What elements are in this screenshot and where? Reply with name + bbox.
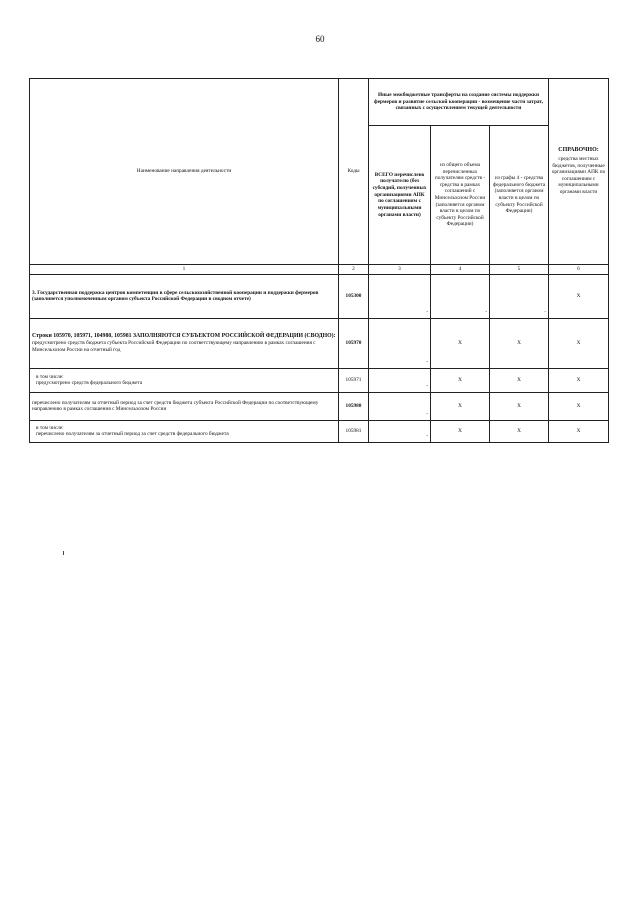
header-from-col4-label: из графы 4 - средства федерального бюджета (заполняется органом власти в целом по субъекту Российской Федерации) [492,175,546,215]
row-name: перечислено получателям за отчетный период за счет средств бюджета субъекта Российской Федерации по соответствующему направлению в рамках соглашения с Минсельхозом России [30,392,339,420]
header-from-total-label: из общего объема перечисленных получателям средств - средства в рамках соглашений с Минсельхозом России (заполняется органом власти в целом по субъекту Российской Федерации) [434,161,486,228]
value-cell[interactable] [369,318,431,368]
header-name-label: Наименование направления деятельности [136,168,232,175]
value-cell[interactable] [369,274,431,318]
dash-mark: - [426,384,428,390]
value-cell[interactable] [369,368,431,392]
row-code: 105980 [339,392,369,420]
x-mark: X [431,368,490,392]
x-mark: X [549,368,609,392]
header-from-col4-column [490,126,549,265]
header-transfers-group [369,79,549,126]
table-row [30,392,609,420]
value-cell[interactable] [369,392,431,420]
x-mark: X [549,392,609,420]
header-reference-title: СПРАВОЧНО: [558,147,599,154]
column-number: 1 [30,265,339,275]
value-cell[interactable] [369,420,431,442]
x-mark: X [490,392,549,420]
header-reference-label: средства местных бюджетов, полученные организациями АПК по соглашениям с муниципальными органами власти [551,155,606,195]
header-reference-column [549,79,609,265]
column-number: 4 [431,265,490,275]
x-mark: X [490,318,549,368]
table-row [30,274,609,318]
x-mark: X [431,420,490,442]
row-name: 3. Государственная поддержка центров компетенции в сфере сельскохозяйственной кооперации и поддержки фермеров (заполняется уполномоченным органом субъекта Российской Федерации в сводном отчете) [30,274,339,318]
row-name-text: перечислено получателям за отчетный период за счет средств федерального бюджета [36,431,229,438]
x-mark: X [431,392,490,420]
dash-mark: - [426,310,428,316]
table-row [30,420,609,442]
table-row [30,318,609,368]
header-total-column [369,126,431,265]
row-name-lead: в том числе: [36,373,64,380]
row-name-lead: в том числе: [36,424,64,431]
page-number: 60 [315,34,325,44]
column-number: 5 [490,265,549,275]
table-row [30,368,609,392]
header-total-label: ВСЕГО перечислено получателю (без субсидий, полученных организациями АПК по соглашениям с муниципальными органами власти) [372,171,427,218]
scan-artifact [63,551,64,555]
header-name-column [30,79,339,265]
header-row-group [30,79,609,126]
dash-mark: - [485,310,487,316]
row-name-bold: Строки 105970, 105971, 104980, 105981 ЗАПОЛНЯЮТСЯ СУБЪЕКТОМ РОССИЙСКОЙ ФЕДЕРАЦИИ (СВОДНО): [32,332,336,339]
column-number: 3 [369,265,431,275]
row-code: 105970 [339,318,369,368]
column-number-row [30,265,609,275]
row-name [30,368,339,392]
dash-mark: - [426,360,428,366]
header-from-total-column [431,126,490,265]
dash-mark: - [544,310,546,316]
row-code: 105981 [339,420,369,442]
header-transfers-label: Иные межбюджетные трансферты на создание системы поддержки фермеров и развитие сельской кооперации - возмещение части затрат, связанных с осуществлением текущей деятельности [374,92,543,112]
x-mark: X [431,318,490,368]
x-mark: X [549,274,609,318]
row-code: 105971 [339,368,369,392]
row-name [30,420,339,442]
value-cell[interactable] [490,274,549,318]
dash-mark: - [426,434,428,440]
row-name-text: предусмотрено средств федерального бюджета [36,380,143,387]
header-code-label: Коды [347,168,360,175]
x-mark: X [549,420,609,442]
report-table [29,78,609,443]
x-mark: X [549,318,609,368]
header-code-column [339,79,369,265]
row-name-text: предусмотрено средств бюджета субъекта Российской Федерации по соответствующему направлению в рамках соглашения с Минсельхозом России на отчетный год [32,340,316,353]
x-mark: X [490,368,549,392]
row-name [30,318,339,368]
column-number: 2 [339,265,369,275]
column-number: 6 [549,265,609,275]
dash-mark: - [426,412,428,418]
row-code: 105300 [339,274,369,318]
x-mark: X [490,420,549,442]
value-cell[interactable] [431,274,490,318]
